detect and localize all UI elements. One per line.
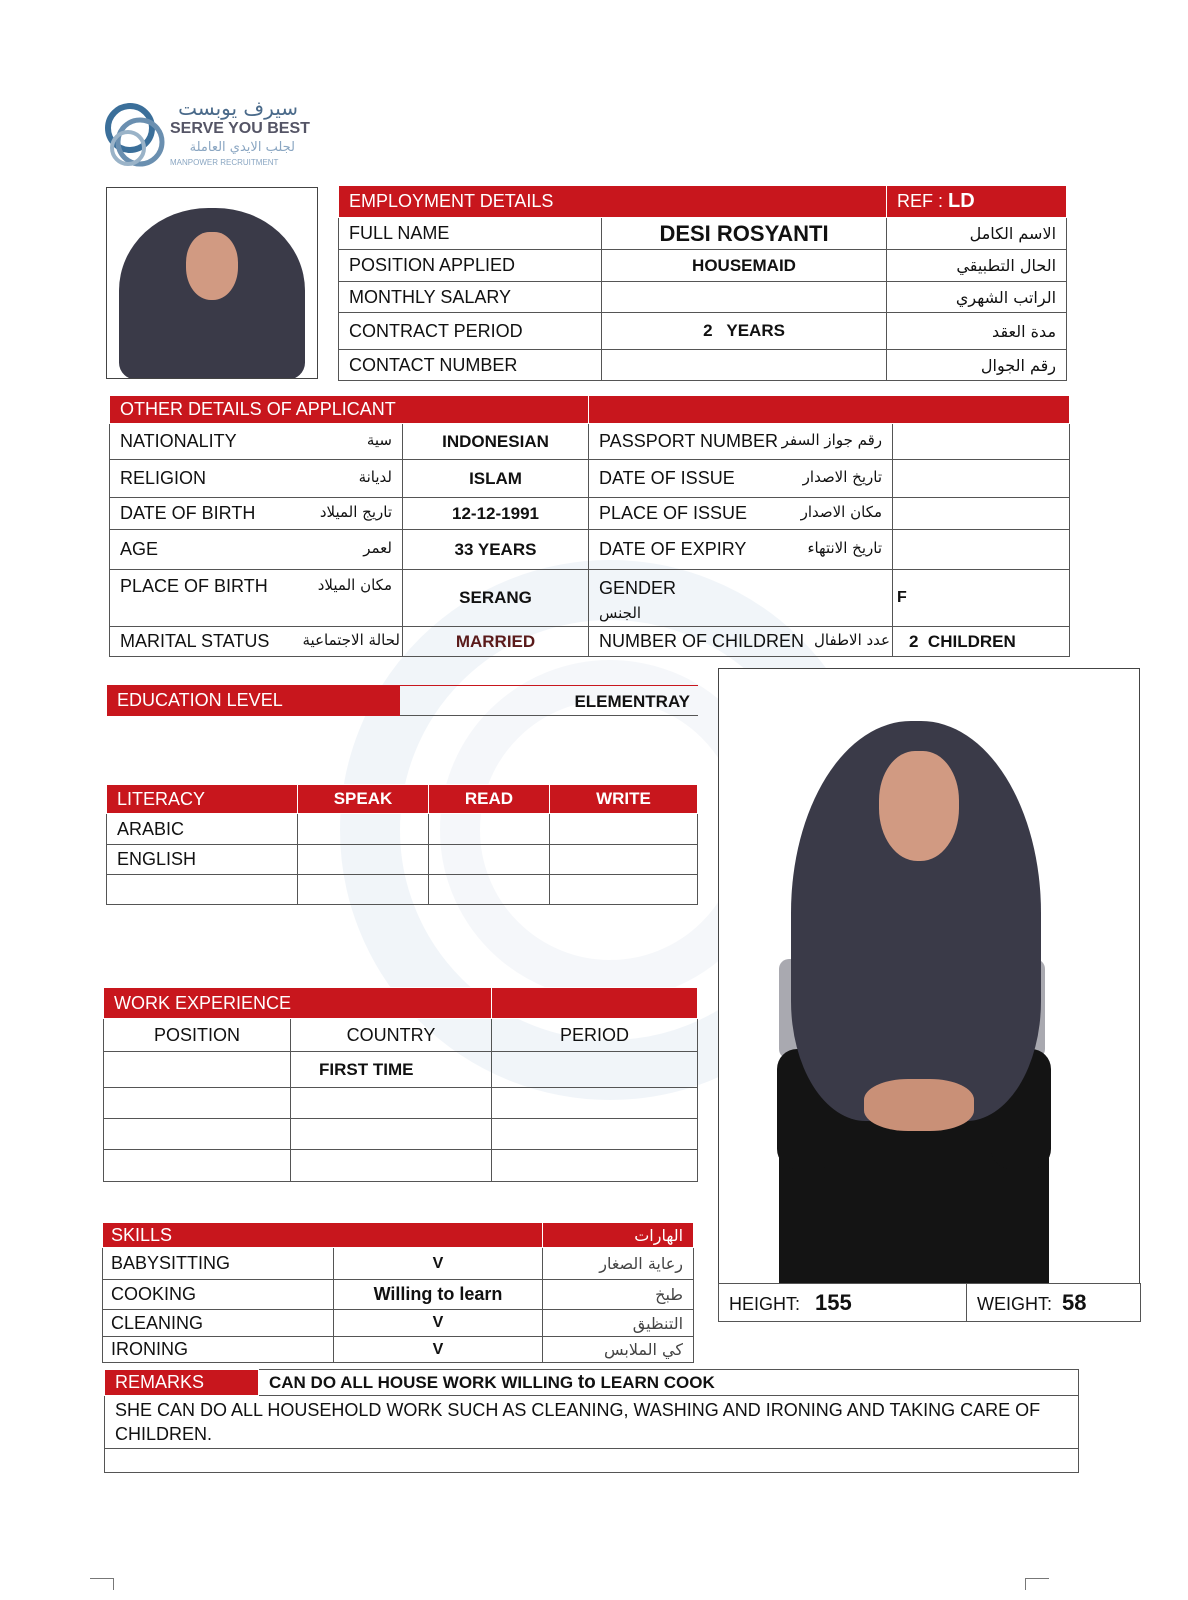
other-label: DATE OF EXPIRY تاريخ الانتهاء: [589, 530, 893, 570]
skill-value: V: [334, 1310, 543, 1337]
education-level-value: ELEMENTRAY: [400, 685, 698, 716]
logo-sub: MANPOWER RECRUITMENT: [170, 158, 279, 167]
weight-value: 58: [1062, 1289, 1087, 1315]
remarks-text: SHE CAN DO ALL HOUSEHOLD WORK SUCH AS CLEANING, WASHING AND IRONING AND TAKING CARE OF CHILDREN.: [105, 1396, 1079, 1449]
logo-name: SERVE YOU BEST: [170, 120, 310, 137]
logo-arabic-text: سيرف يوبست: [178, 96, 298, 120]
other-details-header-blank: [589, 396, 1070, 424]
skill-value: V: [334, 1248, 543, 1280]
skills-header-ar: الهارات: [543, 1223, 694, 1248]
write-header: WRITE: [550, 785, 698, 814]
gender-value: F: [893, 570, 1070, 627]
other-label: DATE OF ISSUE تاريخ الاصدار: [589, 460, 893, 498]
other-label: PLACE OF BIRTH مكان الميلاد: [110, 570, 403, 627]
employment-details-header: EMPLOYMENT DETAILS: [339, 186, 887, 218]
religion-value: ISLAM: [403, 460, 589, 498]
other-label: DATE OF BIRTH تاريج الميلاد: [110, 498, 403, 530]
other-label: NATIONALITY سية: [110, 424, 403, 460]
emp-label: CONTRACT PERIOD: [339, 313, 602, 350]
emp-label: CONTACT NUMBER: [339, 350, 602, 381]
literacy-language: ARABIC: [107, 814, 298, 845]
marital-status-value: MARRIED: [403, 627, 589, 657]
position-applied-value: HOUSEMAID: [602, 250, 887, 282]
skills-header: SKILLS: [103, 1223, 543, 1248]
date-of-birth-value: 12-12-1991: [403, 498, 589, 530]
full-name-value: DESI ROSYANTI: [602, 218, 887, 250]
logo-arabic-sub: لجلب الايدي العاملة: [189, 140, 295, 155]
place-of-issue-value: [893, 498, 1070, 530]
company-logo: [100, 96, 310, 176]
work-experience-table: [103, 987, 698, 1182]
remarks-label: REMARKS: [105, 1370, 259, 1396]
read-header: READ: [429, 785, 550, 814]
date-of-issue-value: [893, 460, 1070, 498]
other-label: PLACE OF ISSUE مكان الاصدار: [589, 498, 893, 530]
place-of-birth-value: SERANG: [403, 570, 589, 627]
height-label: HEIGHT:: [729, 1293, 801, 1314]
applicant-portrait-photo: [106, 187, 318, 379]
literacy-table: [106, 784, 698, 905]
emp-label: POSITION APPLIED: [339, 250, 602, 282]
emp-label-ar: الحال التطبيقي: [887, 250, 1067, 282]
other-details-table: [109, 395, 1070, 657]
passport-number-value: [893, 424, 1070, 460]
other-label: NUMBER OF CHILDREN عدد الاطفال: [589, 627, 893, 657]
skill-value: Willing to learn: [334, 1280, 543, 1310]
other-label: MARITAL STATUS لحالة الاجتماعية: [110, 627, 403, 657]
applicant-full-body-photo: [718, 668, 1140, 1283]
ref-value: LD: [948, 190, 975, 212]
skill-label-ar: التنظيق: [543, 1310, 694, 1337]
other-label: GENDER الجنس: [589, 570, 893, 627]
emp-label-ar: رقم الجوال: [887, 350, 1067, 381]
skill-value: V: [334, 1337, 543, 1363]
crop-mark: [90, 1578, 114, 1590]
work-country-value: FIRST TIME: [291, 1052, 492, 1088]
literacy-language: ENGLISH: [107, 845, 298, 875]
position-column-header: POSITION: [104, 1019, 291, 1052]
education-level-label: EDUCATION LEVEL: [107, 685, 400, 716]
skill-label: IRONING: [103, 1337, 334, 1363]
skill-label-ar: رعاية الصغار: [543, 1248, 694, 1280]
height-weight-table: [718, 1283, 1141, 1322]
skill-label: COOKING: [103, 1280, 334, 1310]
remarks-table: [104, 1369, 1079, 1473]
weight-label: WEIGHT:: [977, 1293, 1052, 1314]
work-experience-header: WORK EXPERIENCE: [104, 988, 492, 1019]
ref-cell: [887, 186, 1067, 218]
weight-cell: [967, 1284, 1141, 1322]
children-value: 2 CHILDREN: [893, 627, 1070, 657]
emp-label-ar: مدة العقد: [887, 313, 1067, 350]
other-label: RELIGION لديانة: [110, 460, 403, 498]
crop-mark: [1025, 1578, 1049, 1590]
ref-label: REF :: [897, 191, 944, 211]
nationality-value: INDONESIAN: [403, 424, 589, 460]
other-label: AGE لعمر: [110, 530, 403, 570]
skill-label: BABYSITTING: [103, 1248, 334, 1280]
period-column-header: PERIOD: [492, 1019, 698, 1052]
employment-details-table: [338, 185, 1067, 381]
age-value: 33 YEARS: [403, 530, 589, 570]
other-label: PASSPORT NUMBER رقم جواز السفر: [589, 424, 893, 460]
literacy-language: [107, 875, 298, 905]
country-column-header: COUNTRY: [291, 1019, 492, 1052]
logo-emblem-icon: [100, 98, 168, 174]
monthly-salary-value: [602, 282, 887, 313]
emp-label-ar: الاسم الكامل: [887, 218, 1067, 250]
date-of-expiry-value: [893, 530, 1070, 570]
other-details-header: OTHER DETAILS OF APPLICANT: [110, 396, 589, 424]
skill-label-ar: طبخ: [543, 1280, 694, 1310]
speak-header: SPEAK: [298, 785, 429, 814]
literacy-header: LITERACY: [107, 785, 298, 814]
emp-label: MONTHLY SALARY: [339, 282, 602, 313]
height-value: 155: [815, 1289, 852, 1315]
skill-label-ar: كي الملابس: [543, 1337, 694, 1363]
contact-number-value: [602, 350, 887, 381]
height-cell: [719, 1284, 967, 1322]
skill-label: CLEANING: [103, 1310, 334, 1337]
emp-label: FULL NAME: [339, 218, 602, 250]
emp-label-ar: الراتب الشهري: [887, 282, 1067, 313]
skills-table: [102, 1222, 694, 1363]
contract-period-value: 2 YEARS: [602, 313, 887, 350]
remarks-summary: CAN DO ALL HOUSE WORK WILLING to LEARN COOK: [259, 1370, 1079, 1396]
